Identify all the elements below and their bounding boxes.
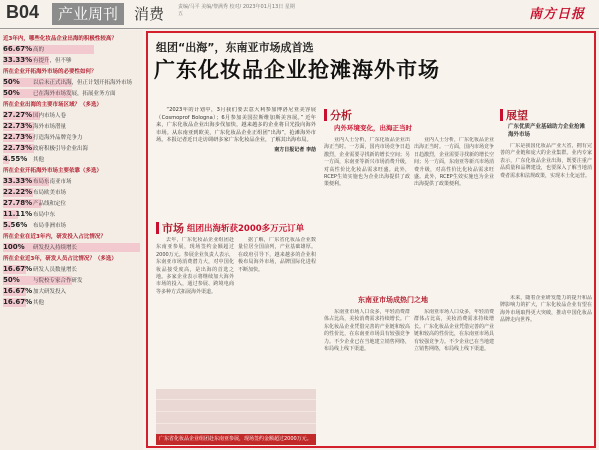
- survey-option-row: [3, 77, 140, 87]
- market-paragraph: 去年，广东化妆品企业组团赴东南亚参展，现场签约金额超过2000万元。参展企业负责人表示，东南亚市场消费潜力大，对中国化妆品接受度高，是出海的首选之地。多家企业表示将继续加大海外市场的投入，通过参展、跨境电商等多种方式拓展海外渠道。: [156, 237, 234, 295]
- survey-option-label: 国内市场人卷: [33, 113, 67, 119]
- analysis-column-4: [414, 309, 494, 445]
- survey-option-percent: 33.33%: [3, 56, 33, 64]
- survey-option-row: [3, 110, 140, 120]
- section-marker: [156, 222, 159, 234]
- survey-option-row: [3, 275, 140, 285]
- survey-question: [3, 233, 140, 252]
- analysis-section-name: 分析: [330, 109, 352, 122]
- survey-option-row: [3, 55, 140, 65]
- market-paragraph-2: 据了解，广东省化妆品企业数量位居全国前列，产业基础雄厚。在政府引导下，越来越多的企业积极布局海外市场，品牌国际化进程不断加快。: [238, 237, 316, 273]
- survey-option-label: 打造海外品牌竞争力: [33, 135, 83, 141]
- survey-option-row: [3, 187, 140, 197]
- survey-question: [3, 167, 140, 230]
- survey-option-percent: 5.56%: [3, 221, 28, 229]
- outlook-paragraph-2: 未来，随着企业研发能力的提升和品牌影响力的扩大，广东化妆品企业有望在海外市场取得更大突破，推动中国化妆品品牌走向世界。: [500, 295, 592, 324]
- analysis-section-head: [324, 107, 352, 123]
- section-label: 产业周刊: [52, 3, 124, 25]
- survey-option-row: [3, 286, 140, 296]
- subsection-label: 消费: [134, 5, 165, 23]
- survey-option-percent: 66.67%: [3, 45, 33, 53]
- analysis-section-sub: 内外环境变化，出海正当时: [334, 124, 412, 132]
- lead-paragraph: “2023年的计划中，3月我们要去意大利参加博洛尼亚美容展（Cosmoprof Bologna）；6月参加美国拉斯维加斯美容展。” 近年来，广东化妆品企业出海步伐加快，越来越多的企业将目光投向海外市场。从东南亚到欧美，广东化妆品企业正组团“出海”，抢滩海外市场。本报记者近日走访调研多家广东化妆品企业，了解其出海布局。: [156, 107, 316, 144]
- outlook-section-name: 展望: [506, 109, 528, 122]
- survey-option-percent: 22.73%: [3, 144, 33, 152]
- survey-option-percent: 27.27%: [3, 111, 33, 119]
- section-marker: [500, 109, 503, 121]
- survey-option-label: 高的: [33, 47, 45, 53]
- article-byline: 南方日报记者 李劼: [274, 146, 316, 153]
- survey-option-percent: 11.11%: [3, 210, 33, 218]
- outlook-section-head: [500, 107, 528, 123]
- article-frame: [146, 31, 596, 448]
- survey-option-row: [3, 154, 140, 164]
- survey-option-label: 研发投入持续增长: [33, 245, 78, 251]
- survey-option-label: 研发人员数量增长: [33, 267, 78, 273]
- survey-option-row: [3, 220, 140, 230]
- analysis-paragraph: 业内人士分析，广东化妆品企业出海正当时。一方面，国内市场竞争日趋激烈，企业需要寻找新的增长空间；另一方面，东南亚等新兴市场消费升级，对高性价比化妆品需求旺盛。此外，RCEP生效实施也为企业出海提供了政策便利。: [324, 137, 410, 188]
- survey-question-title: 所在企业开拓海外市场主要依靠（多选）: [3, 168, 103, 174]
- survey-option-label: 海外市场潜量: [33, 124, 67, 130]
- survey-option-row: [3, 88, 140, 98]
- analysis-paragraph-2: 东南亚市场人口众多，年轻消费群体占比高，美妆消费需求持续增长。广东化妆品企业凭借完善的产业链和较高的性价比，在东南亚市场具有较强竞争力。不少企业已在当地建立销售网络，布局线上线下渠道。: [324, 309, 410, 353]
- survey-option-label: 布局东南亚市场: [33, 179, 72, 185]
- analysis-subtitle: 东南亚市场成热门之地: [358, 296, 428, 304]
- survey-option-percent: 22.73%: [3, 133, 33, 141]
- survey-option-label: 布局非洲市场: [33, 223, 67, 229]
- survey-option-label: 其他: [33, 300, 45, 306]
- survey-option-percent: 4.55%: [3, 155, 28, 163]
- survey-option-label: 政府积极引导企业出海: [33, 146, 89, 152]
- outlook-paragraph: 广东是我国化妆品产业大省，拥有完善的产业链和庞大的企业集群。业内专家表示，广东化妆品企业出海，既要注重产品质量和品牌建设，也要深入了解当地消费者需求和法规政策，实现本土化运营。: [500, 143, 592, 179]
- market-section-sub: 组团出海斩获2000多万元订单: [187, 224, 305, 234]
- article-subhead: 组团“出海”，东南亚市场成首选: [156, 41, 314, 54]
- survey-option-row: [3, 264, 140, 274]
- survey-option-label: 已在海外市场发展，拓展业务方面: [33, 91, 116, 97]
- analysis-paragraph-2-cont: 东南亚市场人口众多，年轻消费群体占比高，美妆消费需求持续增长。广东化妆品企业凭借完善的产业链和较高的性价比，在东南亚市场具有较强竞争力。不少企业已在当地建立销售网络，布局线上线下渠道。: [414, 309, 494, 353]
- photo-caption: 广东省化妆品企业组团赴东南亚参展，现场签约金额超过2000万元。: [156, 434, 316, 445]
- survey-option-row: [3, 132, 140, 142]
- masthead: [0, 0, 599, 30]
- survey-option-row: [3, 143, 140, 153]
- market-section-name: 市场: [162, 222, 184, 235]
- outlook-section-sub: 广东优质产业基础助力企业抢滩海外市场: [508, 124, 586, 138]
- survey-question-title: 所在企业开拓海外市场的必要性如何？: [3, 69, 97, 75]
- market-column-2: [238, 237, 316, 387]
- analysis-column-1: [324, 137, 410, 287]
- survey-option-percent: 22.22%: [3, 188, 33, 196]
- survey-option-label: 加大研发投入: [33, 289, 67, 295]
- outlook-column-1: [500, 143, 592, 293]
- survey-question: [3, 68, 140, 98]
- survey-option-percent: 22.73%: [3, 122, 33, 130]
- survey-option-row: [3, 44, 140, 54]
- survey-question-title: 近3年内，哪些化妆品企业出海的积极性较高？: [3, 36, 117, 42]
- survey-option-label: 布局中东: [33, 212, 56, 218]
- survey-option-percent: 27.78%: [3, 199, 33, 207]
- survey-question: [3, 255, 140, 307]
- survey-option-label: 布局欧美市场: [33, 190, 67, 196]
- analysis-column-3: [324, 309, 410, 445]
- survey-option-label: 有提升，但不够: [33, 58, 72, 64]
- survey-option-row: [3, 121, 140, 131]
- survey-option-row: [3, 242, 140, 252]
- survey-question-title: 所在企业在近3年内，研发投入占比情况？: [3, 234, 106, 240]
- survey-option-percent: 16.67%: [3, 265, 33, 273]
- masthead-divider: [0, 28, 599, 29]
- survey-option-label: 产品线和定位: [33, 201, 67, 207]
- survey-option-percent: 50%: [3, 78, 20, 86]
- article-lead: [156, 107, 316, 215]
- survey-option-percent: 16.67%: [3, 287, 33, 295]
- survey-question: [3, 101, 140, 164]
- newspaper-logo: 南方日报: [528, 7, 585, 22]
- survey-option-label: 与院校专家合作研发: [33, 278, 83, 284]
- survey-option-row: [3, 297, 140, 307]
- survey-question: [3, 35, 140, 65]
- analysis-column-2: [414, 137, 494, 287]
- edition-meta: 责编/马平 美编/黎满秀 校对/ 2023年01月13日 星期五: [178, 4, 295, 17]
- survey-option-percent: 100%: [3, 243, 25, 251]
- survey-option-row: [3, 198, 140, 208]
- article-headline: 广东化妆品企业抢滩海外市场: [154, 57, 440, 82]
- analysis-paragraph-cont: 业内人士分析，广东化妆品企业出海正当时。一方面，国内市场竞争日趋激烈，企业需要寻找新的增长空间；另一方面，东南亚等新兴市场消费升级，对高性价比化妆品需求旺盛。此外，RCEP生效实施也为企业出海提供了政策便利。: [414, 137, 494, 188]
- event-photo: [156, 389, 316, 445]
- survey-option-percent: 50%: [3, 89, 20, 97]
- survey-question-title: 所在企业近3年，研发人员占比情况？（多选）: [3, 256, 117, 262]
- survey-panel: [0, 30, 143, 450]
- page-code: B04: [6, 2, 40, 22]
- market-section-head: [156, 220, 304, 236]
- outlook-column-2: [500, 295, 592, 445]
- survey-question-title: 所在企业出海的主要市场区域？（多选）: [3, 102, 103, 108]
- survey-option-percent: 16.67%: [3, 298, 33, 306]
- market-column-1: [156, 237, 234, 387]
- survey-option-percent: 50%: [3, 276, 20, 284]
- survey-option-label: 其他: [33, 157, 45, 163]
- survey-option-row: [3, 176, 140, 186]
- survey-option-label: 以后未正式出海，但正计划开拓海外市场: [33, 80, 133, 86]
- section-marker: [324, 109, 327, 121]
- survey-option-row: [3, 209, 140, 219]
- survey-option-percent: 33.33%: [3, 177, 33, 185]
